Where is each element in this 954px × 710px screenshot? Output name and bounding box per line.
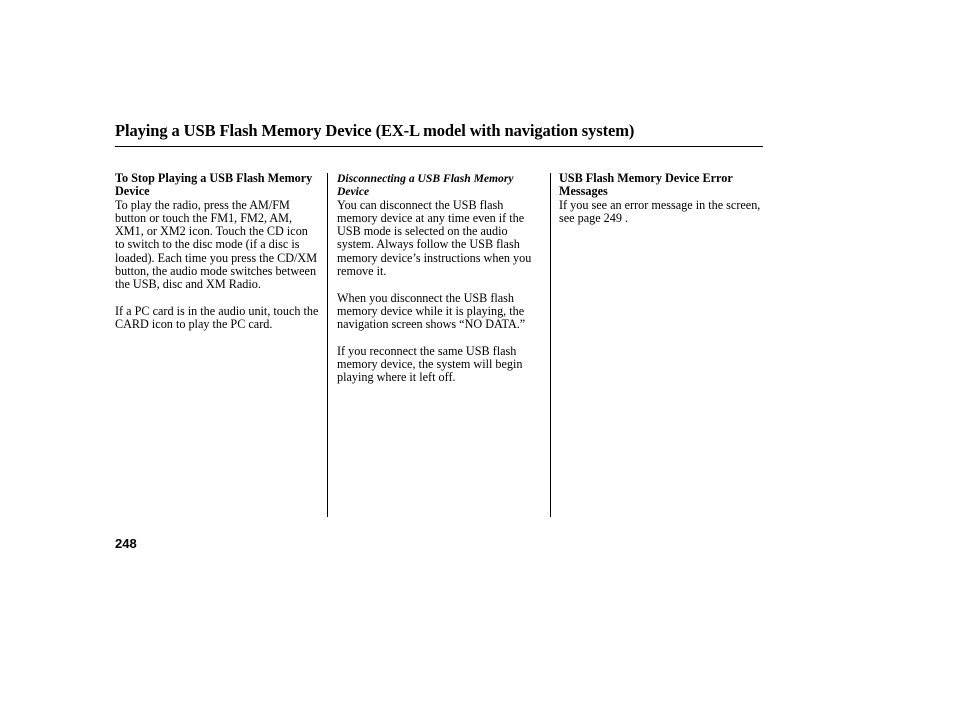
column-stop-playing [115,172,320,332]
paragraph-no-data: When you disconnect the USB flash memory device while it is playing, the navigation screen shows “NO DATA.” [337,290,526,332]
paragraph-pc-card: If a PC card is in the audio unit, touch the CARD icon to play the PC card. [115,303,319,332]
section-heading-stop-playing: To Stop Playing a USB Flash Memory Device [115,171,313,199]
column-disconnecting [337,172,542,385]
paragraph-reconnect: If you reconnect the same USB flash memory device, the system will begin playing where it left off. [337,343,523,385]
paragraph-disconnect-anytime: You can disconnect the USB flash memory device at any time even if the USB mode is selected on the audio system. Always follow the USB flash memory device’s instructions when you remove it. [337,197,532,279]
paragraph-error-reference: If you see an error message in the screen, see page 249 . [559,197,761,225]
section-heading-disconnecting: Disconnecting a USB Flash Memory Device [337,172,514,199]
section-heading-error-messages: USB Flash Memory Device Error Messages [559,171,733,199]
column-divider-2 [550,173,551,517]
title-underline [115,146,763,147]
page-number: 248 [115,536,137,551]
column-error-messages [559,172,764,225]
column-divider-1 [327,173,328,517]
paragraph-play-radio: To play the radio, press the AM/FM button or touch the FM1, FM2, AM, XM1, or XM2 icon. Touch the CD icon to switch to the disc mode (if a disc is loaded). Each time you press the CD/XM button, the audio mode switches between the USB, disc and XM Radio. [115,197,318,292]
page-title: Playing a USB Flash Memory Device (EX-L model with navigation system) [115,121,635,140]
